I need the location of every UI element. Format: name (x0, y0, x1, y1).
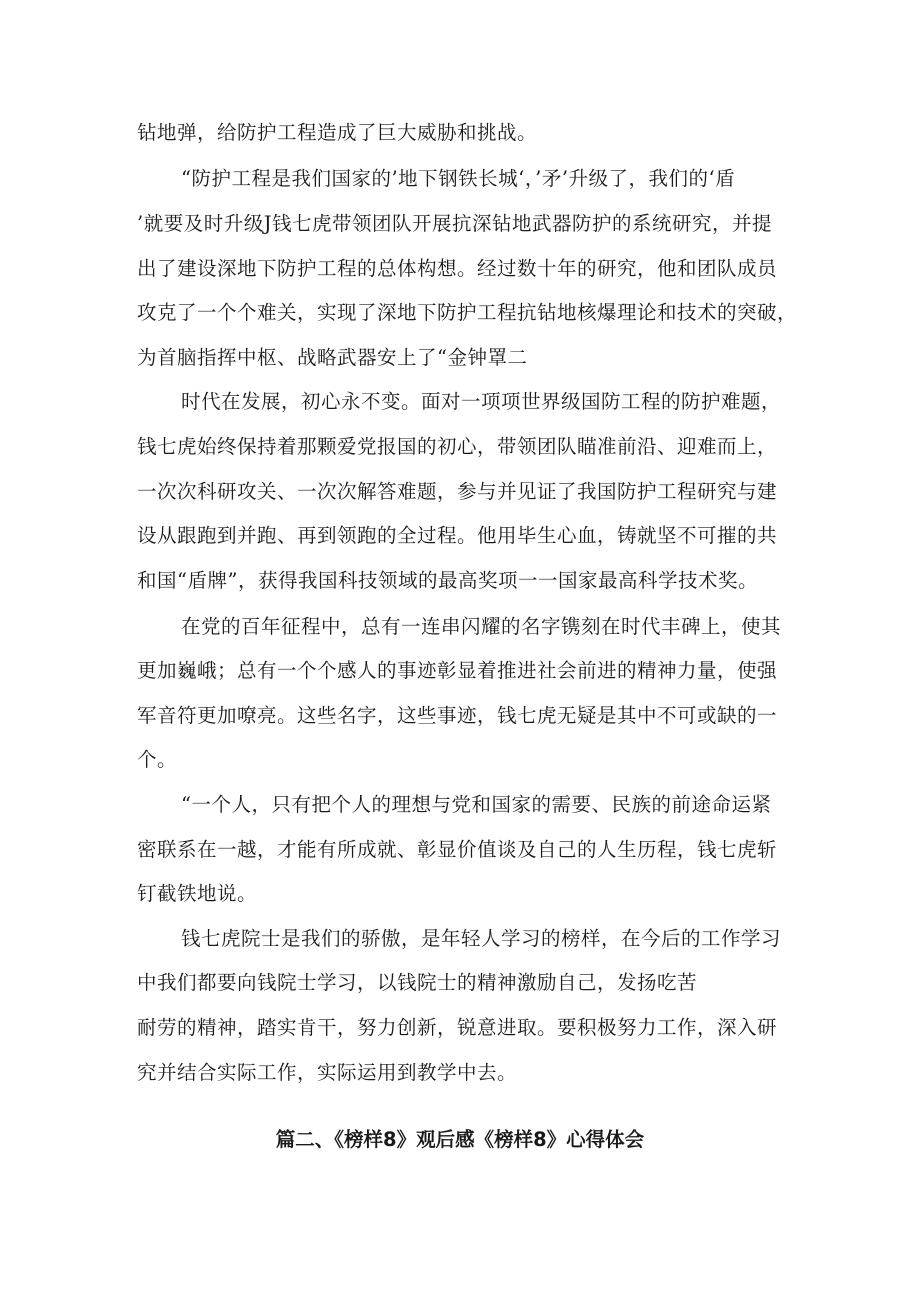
text-line: 钉截铁地说。 (137, 882, 258, 905)
text-line: 一次次科研攻关、一次次解答难题，参与并见证了我国防护工程研究与建 (137, 480, 778, 503)
text-line: 为首脑指挥中枢、战略武器安上了“金钟罩二 (137, 346, 528, 369)
text-line: 更加巍峨；总有一个个感人的事迹彰显着推进社会前进的精神力量，使强 (137, 659, 778, 682)
text-line: 时代在发展，初心永不变。面对一项项世界级国防工程的防护难题， (181, 390, 782, 413)
text-line: 军音符更加嘹亮。这些名字，这些事迹，钱七虎无疑是其中不可或缺的一 (137, 704, 778, 727)
text-line: 个。 (137, 748, 178, 771)
text-line: 钱七虎院士是我们的骄傲，是年轻人学习的榜样，在今后的工作学习 (181, 927, 782, 950)
text-line: 在党的百年征程中，总有一连串闪耀的名字镌刻在时代丰碑上，使其 (181, 615, 782, 638)
text-line: 究并结合实际工作，实际运用到教学中去。 (137, 1061, 518, 1084)
text-line: 出了建设深地下防护工程的总体构想。经过数十年的研究，他和团队成员 (137, 257, 778, 280)
text-line: 中我们都要向钱院士学习，以钱院士的精神激励自己，发扬吃苦 (137, 971, 698, 994)
text-line: 和国“盾牌”，获得我国科技领域的最高奖项一一国家最高科学技术奖。 (137, 569, 758, 592)
text-line: 耐劳的精神，踏实肯干，努力创新，锐意进取。要积极努力工作，深入研 (137, 1016, 778, 1039)
text-line: 设从跟跑到并跑、再到领跑的全过程。他用毕生心血，铸就坚不可摧的共 (137, 524, 778, 547)
text-line: 攻克了一个个难关，实现了深地下防护工程抗钻地核爆理论和技术的突破， (137, 301, 798, 324)
text-line: ’就要及时升级J钱七虎带领团队开展抗深钻地武器防护的系统研究，并提 (137, 212, 773, 235)
text-line: “防护工程是我们国家的’地下钢铁长城‘，’矛’升级了，我们的‘盾 (181, 167, 736, 190)
text-line: 钱七虎始终保持着那颗爱党报国的初心，带领团队瞄准前沿、迎难而上， (137, 435, 778, 458)
section-heading: 篇二、《榜样8》观后感《榜样8》心得体会 (275, 1128, 645, 1151)
text-line: 密联系在一越，才能有所成就、彰显价值谈及自己的人生历程，钱七虎斩 (137, 838, 778, 861)
text-line: 钻地弹，给防护工程造成了巨大威胁和挑战。 (137, 121, 538, 144)
text-line: “一个人，只有把个人的理想与党和国家的需要、民族的前途命运紧 (181, 793, 772, 816)
